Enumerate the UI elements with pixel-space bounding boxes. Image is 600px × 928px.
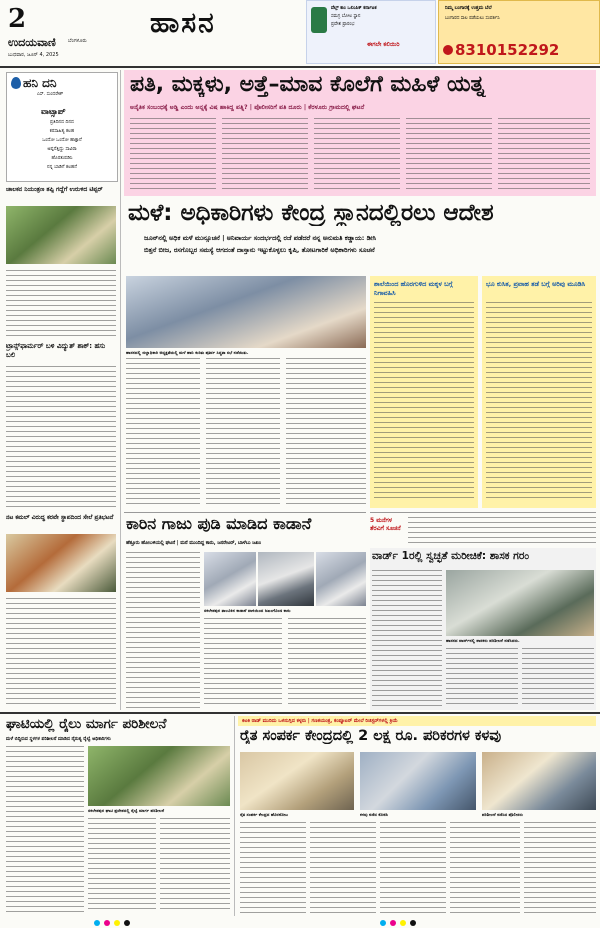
- tipper-body: [6, 270, 116, 336]
- masthead-ad-2[interactable]: [438, 0, 600, 64]
- railway-body-col-3: [160, 818, 230, 912]
- meeting-photo: [126, 276, 366, 348]
- tipper-photo: [6, 206, 116, 264]
- theft-caption-3: ಪರಿಶೀಲನೆ ನಡೆಸಿದ ಪೊಲೀಸರು: [482, 812, 523, 817]
- meeting-caption: ಹಾಸನದಲ್ಲಿ ಜಿಲ್ಲಾಧಿಕಾರಿ ಅಧ್ಯಕ್ಷತೆಯಲ್ಲಿ ಮಳೆ ಹಾನಿ ಕುರಿತು ಪೂರ್ವ ಸಿದ್ಧತಾ ಸಭೆ ನಡೆಯಿತು.: [126, 350, 249, 355]
- cmyk-dot: [104, 920, 110, 926]
- lead-headline[interactable]: ಪತಿ, ಮಕ್ಕಳು, ಅತ್ತೆ–ಮಾವ ಕೊಲೆಗೆ ಮಹಿಳೆ ಯತ್ನ: [130, 72, 486, 97]
- ward-story-block: [370, 548, 596, 710]
- car-body-col-2: [204, 618, 282, 708]
- theft-headline[interactable]: ರೈತ ಸಂಪರ್ಕ ಕೇಂದ್ರದಲ್ಲಿ 2 ಲಕ್ಷ ರೂ. ಪರಿಕರಗಳ ಕಳವು: [240, 728, 502, 744]
- lead-body-col-4: [406, 118, 492, 192]
- railway-photo: [88, 746, 230, 806]
- landslide-box-title[interactable]: ಭೂ ಕುಸಿತ, ಪ್ರವಾಹ ತಡೆ ಬಗ್ಗೆ ಅರಿವು ಮೂಡಿಸಿ: [486, 280, 586, 288]
- cmyk-dot: [400, 920, 406, 926]
- call-icon: [443, 45, 453, 55]
- bottom-divider: [234, 716, 235, 916]
- rain-body-col-3: [286, 358, 366, 508]
- theft-kicker: ಕಿಟಕಿ ರಾಡ್ ಮುರಿದು ಒಳನುಗ್ಗಿದ ಕಳ್ಳರು | ಗಣಕಯಂತ್ರ, ಕಂಪ್ಯೂಟರ್ ಮೇಲೆ ರಿಜಿಸ್ಟರ್‌ಗಳಲ್ಲಿ ಕ್ರಿಯೆ: [242, 718, 398, 724]
- cmyk-dot: [94, 920, 100, 926]
- section-title: ಹಾಸನ: [150, 6, 216, 39]
- phone-icon: [311, 7, 327, 33]
- theft-body-col-4: [450, 822, 520, 914]
- poem-line: ಕರಸಾಹಿತ್ಯ ಕಲಹ: [49, 129, 75, 134]
- cmyk-dot: [380, 920, 386, 926]
- left-column-divider: [120, 70, 121, 710]
- masthead-rule: [0, 66, 600, 68]
- poem-line: ಪ್ರತಿದಿನದ ದಿನದ: [49, 120, 75, 125]
- ad-2-line-1: ನಿಮ್ಮ ಬಂಗಾರಕ್ಕೆ ಉತ್ತಮ ಬೆಲೆ: [445, 6, 492, 11]
- rain-headline[interactable]: ಮಳೆ: ಅಧಿಕಾರಿಗಳು ಕೇಂದ್ರ ಸ್ಥಾನದಲ್ಲಿರಲು ಆದೇಶ: [128, 200, 494, 226]
- schools-box-body: [374, 302, 474, 502]
- theft-photo-2: [360, 752, 476, 810]
- car-caption: ಸಕಲೇಶಪುರ ತಾಲೂಕಿನ ಕಾಡಾನೆ ದಾಳಿಯಿಂದ ಜಖಂಗೊಂಡ ಕಾರು: [204, 608, 291, 613]
- theft-caption-1: ರೈತ ಸಂಪರ್ಕ ಕೇಂದ್ರದ ಹೊರನೋಟ: [240, 812, 288, 817]
- car-rule: [124, 512, 366, 513]
- houses-brief-label[interactable]: 5 ಮನೆಗಳ ತೆರವಿಗೆ ಸೂಚನೆ: [370, 517, 401, 532]
- cmyk-dot: [390, 920, 396, 926]
- ad-2-line-2: ಬಂಗಾರದ ಸಾಲ ಪಡೆಯಲು ಸಂಪರ್ಕಿಸಿ: [445, 16, 500, 21]
- lead-body-col-5: [498, 118, 590, 192]
- cmyk-dot: [124, 920, 130, 926]
- landslide-box-body: [486, 302, 592, 502]
- railway-headline[interactable]: ಘಾಟಿಯಲ್ಲಿ ರೈಲು ಮಾರ್ಗ ಪರಿಶೀಲನೆ: [6, 716, 167, 732]
- lead-body-col-3: [314, 118, 400, 192]
- kamal-headline[interactable]: ನಟ ಕಮಲ್ ವಿರುದ್ಧ ಕರವೇ ಸ್ಥಾಪದಿಂದ ಸೇಲೆ ಪ್ರತಿಭಟನೆ: [6, 514, 114, 521]
- masthead-ad-1[interactable]: [306, 0, 436, 64]
- car-body-col-3: [288, 618, 366, 708]
- theft-body-col-5: [524, 822, 596, 914]
- ad-1-sub: ಈಗಲೇ ಕಲಿಯಿರಿ: [367, 41, 400, 48]
- car-photo: [258, 552, 314, 606]
- poem-line: ಒಂದೋ ಒಂದೋ ಹಾಕ್ತಾನೆ: [42, 138, 82, 143]
- railway-caption: ಸಕಲೇಶಪುರ ಘಾಟಿ ಪ್ರದೇಶದಲ್ಲಿ ರೈಲ್ವೆ ಮಾರ್ಗ ಪರಿಶೀಲನೆ: [88, 808, 165, 813]
- theft-kicker-bar: [238, 716, 596, 726]
- ward-body-col-2: [446, 648, 518, 706]
- schools-box-title[interactable]: ಶಾಲೆಯಿಂದ ಹೊರಗುಳಿದ ಮಕ್ಕಳ ಬಗ್ಗೆ ನಿಗಾವಹಿಸಿ: [374, 280, 453, 297]
- theft-caption-2: ಕಳವು ನಡೆದ ಕೊಠಡಿ: [360, 812, 388, 817]
- railway-body-col-1: [6, 746, 84, 912]
- poem-line: ಹೊರತುಪಡಿಸಿ: [51, 156, 73, 161]
- car-headline[interactable]: ಕಾರಿನ ಗಾಜು ಪುಡಿ ಮಾಡಿದ ಕಾಡಾನೆ: [126, 514, 312, 533]
- elephant-photo-2: [316, 552, 366, 606]
- railway-body-col-2: [88, 818, 156, 912]
- ward-body-col-3: [522, 648, 594, 706]
- cmyk-dot: [114, 920, 120, 926]
- protest-photo: [6, 534, 116, 592]
- theft-body-col-2: [310, 822, 376, 914]
- railway-subhead: ಮಳೆ ಬಿದ್ದಿರುವ ಸ್ಥಳಗಳ ಪರಿಶೀಲನೆ ಮಾಡಿದ ನೈರುತ್ಯ ರೈಲ್ವೆ ಅಧಿಕಾರಿಗಳು: [6, 737, 111, 742]
- transformer-body: [6, 366, 116, 508]
- poem-title: ವಾಟ್ಸಾಪ್: [41, 107, 66, 116]
- transformer-headline[interactable]: ಟ್ರಾನ್ಸ್‌ಫಾರ್ಮರ್ ಬಳಿ ವಿದ್ಯುತ್ ಶಾಕ್: ಹಸು ಬಲಿ: [6, 342, 106, 359]
- car-subhead: ಹೆತ್ತೂರು ಹೋಬಳಿಯಲ್ಲಿ ಘಟನೆ | ಮನೆ ಮುಂದಿದ್ದ ಕಾರು, ಜನರೇಟರ್, ಬಾಳೆಬು ಜಖಂ: [126, 541, 261, 546]
- edition-label: ಬೆಂಗಳೂರು: [68, 38, 87, 44]
- ward-body-col-1: [372, 570, 442, 706]
- cmyk-dot: [410, 920, 416, 926]
- rain-body-col-2: [206, 358, 280, 508]
- ward-photo: [446, 570, 594, 636]
- elephant-photo-1: [204, 552, 256, 606]
- theft-photo-1: [240, 752, 354, 810]
- theft-photo-3: [482, 752, 596, 810]
- registration-marks: [0, 918, 600, 928]
- rain-subhead-2: ಬಿತ್ತನೆ ಬೀಜ, ರಸಗೊಬ್ಬರ ಸಮಸ್ಯೆ ಆಗದಂತೆ ದಾಸ್ತಾನು ಇಟ್ಟುಕೊಳ್ಳಲು ಕೃಷಿ, ತೋಟಗಾರಿಕೆ ಅಧಿಕಾರಿಗಳು ಸೂಚನೆ: [144, 246, 375, 254]
- paper-name: ಉದಯವಾಣಿ: [8, 36, 56, 49]
- bottom-rule: [0, 712, 600, 714]
- issue-date: ಬುಧವಾರ, ಜೂನ್ 4, 2025: [8, 52, 59, 58]
- kamal-body: [6, 598, 116, 706]
- lead-subhead: ಅನೈತಿಕ ಸಂಬಂಧಕ್ಕೆ ಅಡ್ಡಿ ಎಂದು ಅನ್ನಕ್ಕೆ ವಿಷ ಹಾಕಿದ್ದ ಪತ್ನಿ? | ಪೊಲೀಸರಿಗೆ ಪತಿ ದೂರು | ಕೆರಳೂರು ಗ್ರಾಮದಲ್ಲಿ ಘಟನೆ: [130, 104, 365, 111]
- houses-brief: [370, 512, 596, 547]
- lead-body-col-1: [130, 118, 216, 192]
- schools-box: [370, 276, 478, 508]
- masthead: [0, 0, 600, 66]
- hani-dani-author: ಎಸ್. ಸುಂದರೇಶ್: [37, 92, 64, 97]
- theft-body-col-1: [240, 822, 306, 914]
- ward-headline[interactable]: ವಾರ್ಡ್ 1ರಲ್ಲಿ ಸ್ವಚ್ಛತೆ ಮರೀಚಿಕೆ: ಶಾಸಕ ಗರಂ: [372, 550, 530, 562]
- page-number: 2: [8, 4, 27, 34]
- ad-1-line-2: ಸಮಗ್ರ ಬೋಲ ಸ್ಥಾನ: [331, 14, 361, 19]
- poem-line: ಅಪ್ಪನೆತ್ತಿದ್ದು ಸಾವಿರಾ: [47, 147, 77, 152]
- lead-story-block: [124, 70, 596, 196]
- rain-body-col-1: [126, 358, 200, 508]
- ward-caption: ಹಾಸನದ ವಾರ್ಡ್‌ನಲ್ಲಿ ಶಾಸಕರು ಪರಿಶೀಲನೆ ನಡೆಸಿದರು.: [446, 638, 520, 643]
- hani-dani-box: [6, 72, 118, 182]
- drop-icon: [11, 77, 21, 89]
- ad-1-line-1: ವೆಲ್ತ್ ಕಾಂ ಒಲಿಂಪಿಕ್ ಕರ್ನಾಟಕ: [331, 6, 377, 11]
- ad-2-phone: 8310152292: [455, 41, 560, 59]
- ad-1-line-3: ಪ್ರವೇಶ ಪ್ರಾರಂಭ: [331, 22, 355, 27]
- car-body-col-1: [126, 552, 200, 708]
- poem-line: ನನ್ನ ಬಾಡಿಗೆ ಕಲಹನೆ: [47, 165, 77, 170]
- lead-body-col-2: [222, 118, 308, 192]
- landslide-box: [482, 276, 596, 508]
- houses-brief-body: [408, 517, 596, 545]
- rain-subhead-1: ಜೂನ್‌ನಲ್ಲಿ ಅಧಿಕ ಮಳೆ ಮುನ್ಸೂಚನೆ | ಅನಿವಾರ್ಯ ಸಂದರ್ಭದಲ್ಲಿ ರಜೆ ಪಡೆದರೆ ನನ್ನ ಅನುಮತಿ ಕಡ್ಡಾಯ: ಡೀಸಿ: [144, 234, 377, 242]
- tipper-headline[interactable]: ಚಾಲಕನ ನಿಯಂತ್ರಣ ತಪ್ಪಿ ಗದ್ದೆಗೆ ಉರುಳಿದ ಟಿಪ್ಪರ್: [6, 186, 103, 193]
- hani-dani-logo: ಹನಿ ದನಿ: [23, 76, 57, 90]
- theft-body-col-3: [380, 822, 446, 914]
